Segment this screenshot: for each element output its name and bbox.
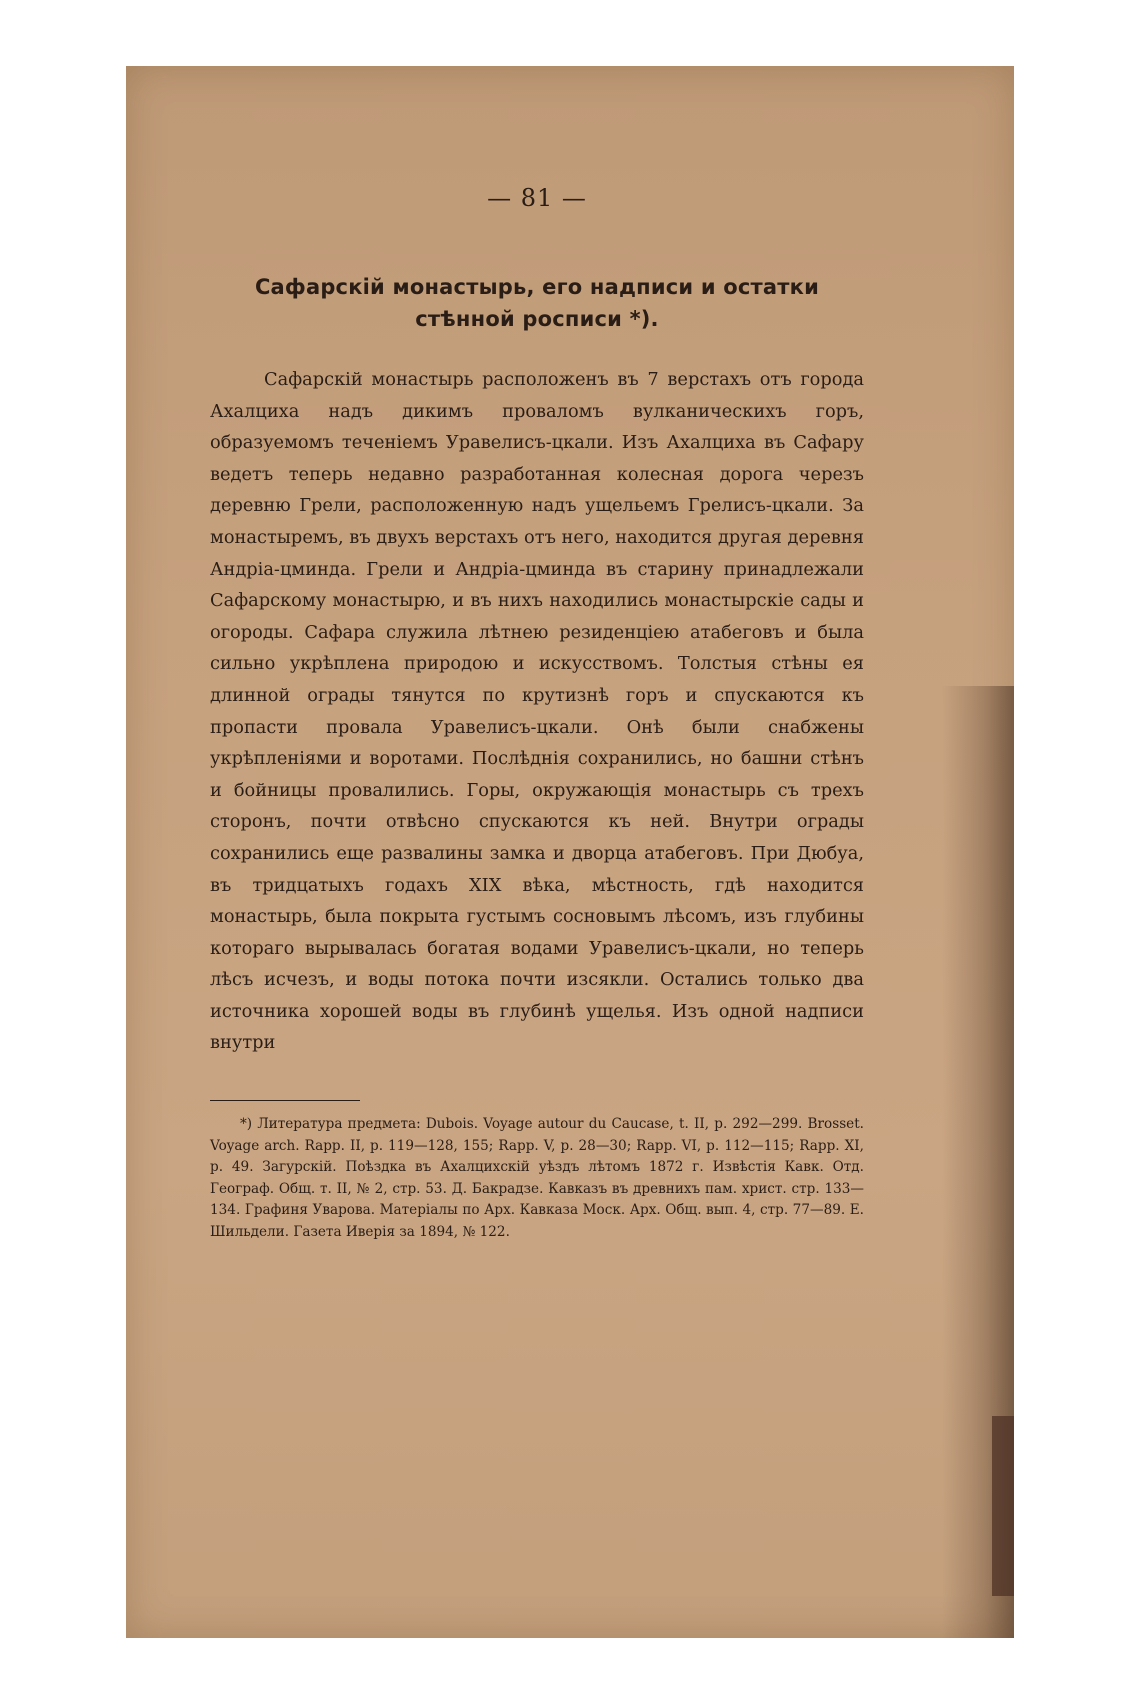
page-number: — 81 — [487, 184, 587, 212]
page-edge-mark [992, 1416, 1014, 1596]
section-title: Сафарскій монастырь, его надписи и остатки стѣнной росписи *). [254, 275, 820, 331]
footnote-divider [210, 1100, 360, 1101]
body-paragraph: Сафарскій монастырь расположенъ въ 7 верстахъ отъ города Ахалциха надъ дикимъ проваломъ вулканическихъ горъ, образуемомъ теченіемъ Уравелисъ-цкали. Изъ Ахалциха въ Сафару ведетъ теперь недавно разработанная колесная дорога черезъ деревню Грели, расположенную надъ ущельемъ Грелисъ-цкали. За монастыремъ, въ двухъ верстахъ отъ него, находится другая деревня Андріа-цминда. Грели и Андріа-цминда въ старину принадлежали Сафарскому монастырю, и въ нихъ находились монастырскіе сады и огороды. Сафара служила лѣтнею резиденціею атабеговъ и была сильно укрѣплена природою и искусствомъ. Толстыя стѣны ея длинной ограды тянутся по крутизнѣ горъ и спускаются къ пропасти провала Уравелисъ-цкали. Онѣ были снабжены укрѣпленіями и воротами. Послѣднія сохранились, но башни стѣнъ и бойницы провалились. Горы, окружающія монастырь съ трехъ сторонъ, почти отвѣсно спускаются къ ней. Внутри ограды сохранились еще развалины замка и дворца атабеговъ. При Дюбуа, въ тридцатыхъ годахъ XIX вѣка, мѣстность, гдѣ находится монастырь, была покрыта густымъ сосновымъ лѣсомъ, изъ глубины котораго вырывалась богатая водами Уравелисъ-цкали, но теперь лѣсъ исчезъ, и воды потока почти изсякли. Остались только два источника хорошей воды въ глубинѣ ущелья. Изъ одной надписи внутри [210, 369, 864, 1054]
footnote: *) Литература предмета: Dubois. Voyage autour du Caucase, t. II, p. 292—299. Brosset. Voyage arch. Rapp. II, p. 119—128, 155; Rapp. V, p. 28—30; Rapp. VI, p. 112—115; Rapp. XI, p. 49. Загурскій. Поѣздка въ Ахалцихскій уѣздъ лѣтомъ 1872 г. Извѣстія Кавк. Отд. Географ. Общ. т. II, № 2, стр. 53. Д. Бакрадзе. Кавказъ въ древнихъ пам. христ. стр. 133—134. Графиня Уварова. Матеріалы по Арх. Кавказа Моск. Арх. Общ. вып. 4, стр. 77—89. Е. Шильдели. Газета Иверія за 1894, № 122. [210, 1116, 864, 1240]
scanned-page [126, 66, 1014, 1638]
